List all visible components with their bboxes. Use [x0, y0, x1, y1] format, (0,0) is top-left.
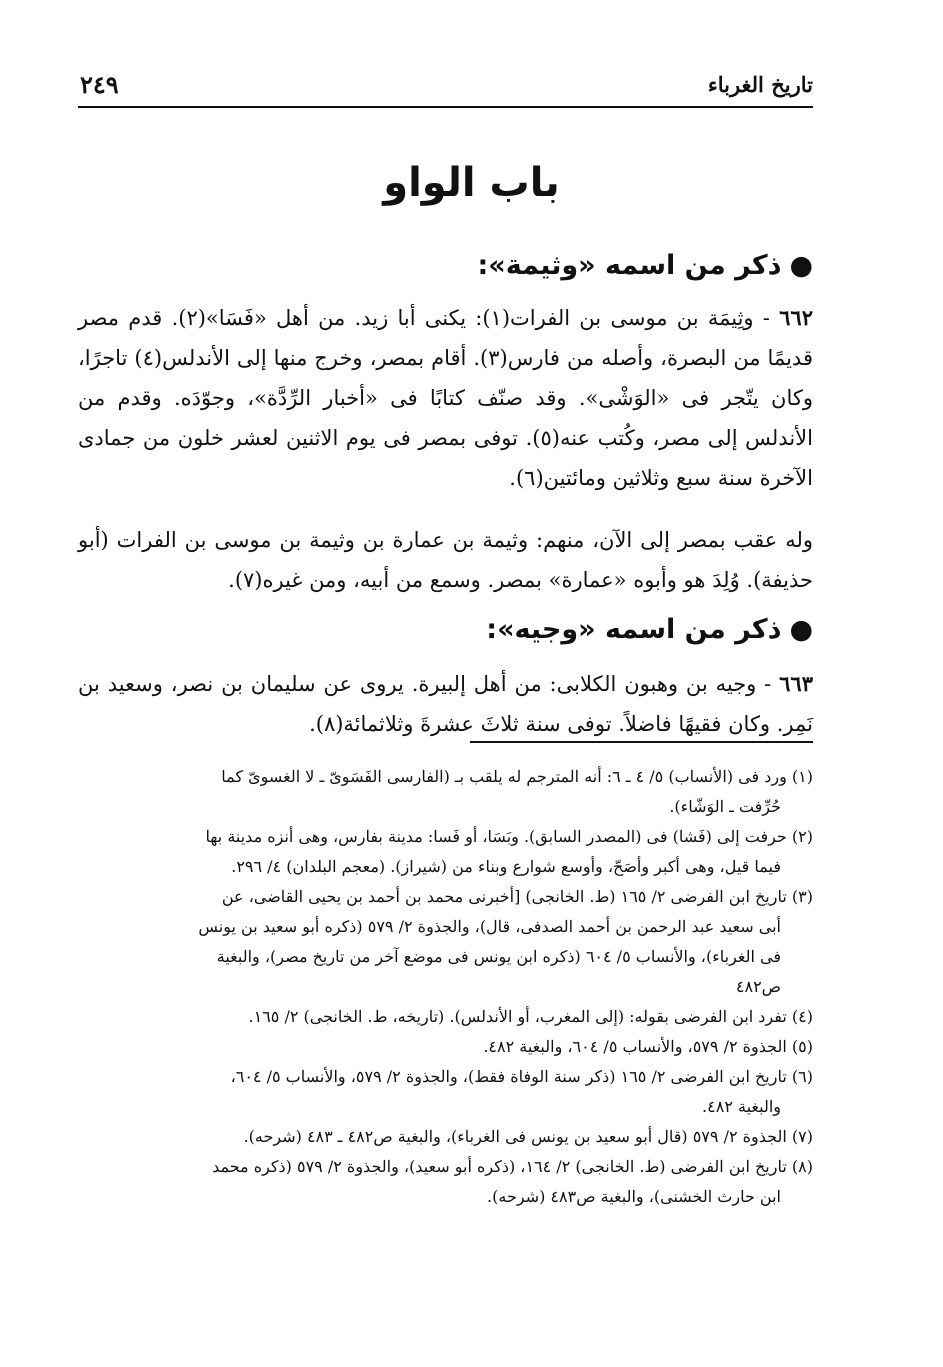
footnote-divider [470, 741, 813, 743]
footnote-line: ص٤٨٢ [735, 977, 781, 996]
footnote-mark: (٧) [791, 1127, 813, 1146]
footnote-line: تاريخ ابن الفرضى (ط. الخانجى) ٢/ ١٦٤، (ذكره أبو سعيد)، والجذوة ٢/ ٥٧٩ (ذكره محمد [212, 1157, 787, 1176]
chapter-title: باب الواو [383, 160, 560, 206]
footnote-3 [78, 882, 813, 1002]
footnote-line: والبغية ٤٨٢. [702, 1097, 781, 1116]
footnote-line: فى الغرباء)، والأنساب ٥/ ٦٠٤ (ذكره ابن يونس فى موضع آخر من تاريخ مصر)، والبغية [216, 947, 781, 966]
footnote-mark: (٥) [791, 1037, 813, 1056]
section-heading-text: ذكر من اسمه «وثيمة»: [477, 250, 782, 281]
entry-number: ٦٦٢ [779, 305, 813, 330]
entry-text: وله عقب بمصر إلى الآن، منهم: وثيمة بن عمارة بن وثيمة بن موسى بن الفرات (أبو حذيفة). وُلِدَ هو وأبوه «عمارة» بمصر. وسمع من أبيه، ومن غيره(٧). [78, 528, 813, 592]
footnote-mark: (٢) [791, 827, 813, 846]
page-number: ٢٤٩ [80, 70, 119, 99]
footnote-line: تاريخ ابن الفرضى ٢/ ١٦٥ (ط. الخانجى) [أخبرنى محمد بن أحمد بن يحيى القاضى، عن [221, 887, 787, 906]
entry-663 [78, 664, 813, 744]
entry-number: ٦٦٣ [779, 671, 813, 696]
footnote-mark: (١) [791, 767, 813, 786]
footnote-line: حُرِّفت ـ الوَشّاء). [669, 797, 781, 816]
footnote-line: أبى سعيد عبد الرحمن بن أحمد الصدفى، قال)، والجذوة ٢/ ٥٧٩ (ذكره أبو سعيد بن يونس [198, 917, 781, 936]
book-title: تاريخ الغرباء [707, 72, 813, 97]
entry-662 [78, 298, 813, 498]
footnote-2 [78, 822, 813, 882]
section-heading-wajih [78, 614, 813, 645]
footnote-line: فيما قيل، وهى أكبر وأصَحّ، وأوسع شوارع وبناء من (شيراز). (معجم البلدان) ٤/ ٢٩٦. [231, 857, 781, 876]
footnote-line: حرفت إلى (فَشا) فى (المصدر السابق). وبَسَا، أو فَسا: مدينة بفارس، وهى أنزه مدينة بها [205, 827, 787, 846]
bullet-icon: ● [789, 250, 813, 281]
footnotes [78, 762, 813, 1212]
entry-paragraph [78, 520, 813, 600]
entry-text: - وثِيمَة بن موسى بن الفرات(١): يكنى أبا زيد. من أهل «فَسَا»(٢). قدم مصر قديمًا من البصرة، وأصله من فارس(٣). أقام بمصر، وخرج منها إلى الأندلس(٤) تاجرًا، وكان يتّجر فى «الوَشْى». وقد صنّف كتابًا فى «أخبار الرِّدَّة»، وجوّدَه. وقدم من الأندلس إلى مصر، وكُتب عنه(٥). توفى بمصر فى يوم الاثنين لعشر خلون من جمادى الآخرة سنة سبع وثلاثين ومائتين(٦). [78, 306, 813, 490]
footnote-7 [78, 1122, 813, 1152]
footnote-line: تاريخ ابن الفرضى ٢/ ١٦٥ (ذكر سنة الوفاة فقط)، والجذوة ٢/ ٥٧٩، والأنساب ٥/ ٦٠٤، [230, 1067, 787, 1086]
footnote-line: ابن حارث الخشنى)، والبغية ص٤٨٣ (شرحه). [487, 1187, 781, 1206]
footnote-line: الجذوة ٢/ ٥٧٩، والأنساب ٥/ ٦٠٤، والبغية ٤٨٢. [483, 1037, 787, 1056]
section-heading-text: ذكر من اسمه «وجيه»: [486, 614, 782, 645]
footnote-line: تفرد ابن الفرضى بقوله: (إلى المغرب، أو الأندلس). (تاريخه، ط. الخانجى) ٢/ ١٦٥. [248, 1007, 787, 1026]
page-header [78, 66, 813, 108]
entry-text: - وجيه بن وهبون الكلابى: من أهل إلبيرة. يروى عن سليمان بن نصر، وسعيد بن نَمِر. وكان فقيهًا فاضلاً. توفى سنة ثلاثَ عشرةَ وثلاثمائة(٨). [78, 672, 813, 736]
footnote-mark: (٨) [791, 1157, 813, 1176]
footnote-mark: (٦) [791, 1067, 813, 1086]
footnote-8 [78, 1152, 813, 1212]
footnote-5 [78, 1032, 813, 1062]
bullet-icon: ● [789, 614, 813, 645]
section-heading-wathima [78, 250, 813, 281]
footnote-4 [78, 1002, 813, 1032]
footnote-6 [78, 1062, 813, 1122]
footnote-line: الجذوة ٢/ ٥٧٩ (قال أبو سعيد بن يونس فى الغرباء)، والبغية ص٤٨٢ ـ ٤٨٣ (شرحه). [243, 1127, 787, 1146]
footnote-mark: (٤) [791, 1007, 813, 1026]
footnote-line: ورد فى (الأنساب) ٥/ ٤ ـ ٦: أنه المترجم له يلقب بـ (الفارسى الفَسَوىّ ـ لا الغسوىّ كما [221, 767, 787, 786]
footnote-mark: (٣) [791, 887, 813, 906]
footnote-1 [78, 762, 813, 822]
